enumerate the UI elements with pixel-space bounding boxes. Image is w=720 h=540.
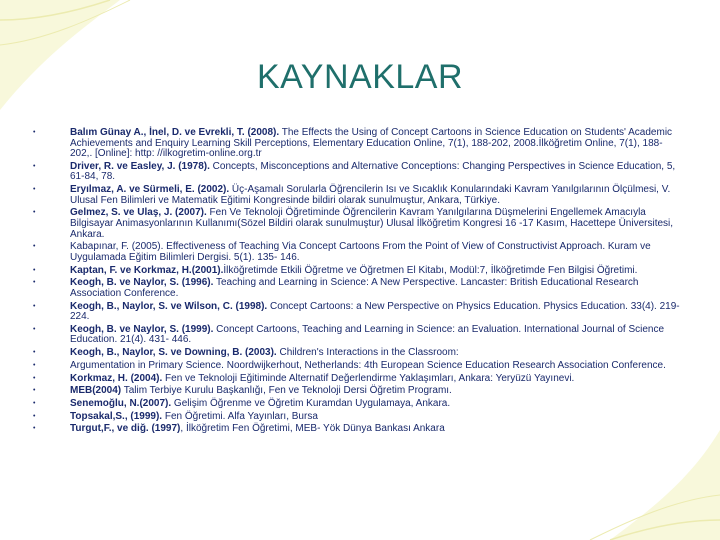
reference-item [30,208,680,240]
reference-author: MEB(2004) [70,385,122,397]
reference-text: Kabapınar, F. (2005). Effectiveness of Teaching Via Concept Cartoons From the Point of View of Constructivist Approach. Kuram ve Uygulamada Eğitim Bilimleri Dergisi. 5(1). 135- 146. [70,241,651,263]
reference-author: Topsakal,S., (1999). [70,410,163,422]
reference-item [30,348,680,359]
reference-author: Kaptan, F. ve Korkmaz, H.(2001). [70,264,224,276]
reference-text: The Effects the Using of Concept Cartoons in Science Education on Students' Academic Achievements and Enquiry Learning Skill Perceptions, Elementary Education Online, 7(1), 188-202, 2008.İlköğretim Online, 7(1), 188-202,. [Online]: http: //ilkogretim-online.org.tr [70,127,673,160]
reference-text: Concept Cartoons: a New Perspective on Physics Education. Physics Education. 33(4). 219- 224. [70,300,680,323]
reference-item [30,128,680,160]
bullet-icon: • [33,162,36,170]
reference-item [30,266,680,277]
reference-item [30,278,680,299]
reference-item [30,185,680,206]
reference-item [30,242,680,263]
bullet-icon: • [33,129,36,136]
reference-text: Fen ve Teknoloji Eğitiminde Alternatif Değerlendirme Yaklaşımları, Ankara: Yeryüzü Yayınevi. [162,372,575,384]
reference-author: Keogh, B., Naylor, S. ve Downing, B. (2003). [70,347,277,359]
bullet-icon: • [33,374,36,382]
reference-author: Eryılmaz, A. ve Sürmeli, E. (2002). [70,184,230,196]
bullet-icon: • [33,361,36,369]
reference-author: Gelmez, S. ve Ulaş, J. (2007). [70,207,207,219]
bullet-icon: • [33,349,36,357]
bullet-icon: • [33,399,36,407]
reference-item [30,162,680,183]
bullet-icon: • [33,266,36,274]
bullet-icon: • [33,243,36,251]
reference-text: Concepts, Misconceptions and Alternative Conceptions: Changing Perspectives in Science Education, 5, 61-84, 78. [70,160,676,183]
page-title: KAYNAKLAR [256,58,464,96]
bullet-icon: • [33,387,36,395]
reference-item [30,424,680,435]
reference-item [30,325,680,346]
reference-item [30,412,680,423]
bullet-icon: • [33,325,36,333]
reference-author: Turgut,F., ve diğ. (1997) [70,423,181,435]
reference-text: İlköğretimde Etkili Öğretme ve Öğretmen El Kitabı, Modül:7, İlköğretimde Fen Bilgisi Öğretimi. [223,264,638,276]
reference-text: Concept Cartoons, Teaching and Learning in Science: an Evaluation. International Journal of Science Education. 21(4). 431- 446. [70,323,665,346]
bullet-icon: • [33,279,36,287]
reference-text: Teaching and Learning in Science: A New Perspective. Lancaster: British Educational Research Association Conference. [70,277,639,299]
reference-item [30,374,680,385]
bullet-icon: • [33,209,36,217]
reference-author: Keogh, B. ve Naylor, S. (1999). [70,323,214,335]
bullet-icon: • [33,425,36,433]
reference-item [30,386,680,397]
corner-decoration-bottom-right [610,430,720,540]
reference-author: Senemoğlu, N.(2007). [70,397,172,409]
reference-author: Driver, R. ve Easley, J. (1978). [70,160,210,172]
reference-text: Üç-Aşamalı Sorularla Öğrencilerin Isı ve Sıcaklık Konularındaki Kavram Yanılgılarının Ölçülmesi, V. Ulusal Fen Bilimleri ve Matematik Eğitimi Kongresinde bildiri olarak sunulmuştur, Ankara, Türkiye. [70,184,671,206]
reference-text: Fen Ve Teknoloji Öğretiminde Öğrencilerin Kavram Yanılgılarına Düşmelerini Engellemek Amacıyla Bilgisayar Animasyonlarının Kullanımı(Sözel Bildiri olarak sunulmuştur) Ulusal İlköğretim Kongresi 16 -17 Kasım, Hacettepe Üniversitesi, Ankara. [70,207,674,240]
bullet-icon: • [33,186,36,194]
reference-author: Korkmaz, H. (2004). [70,372,163,384]
bullet-icon: • [33,302,36,310]
reference-list [30,128,680,437]
reference-text: Children's Interactions in the Classroom: [276,347,459,359]
reference-text: Gelişim Öğrenme ve Öğretim Kuramdan Uygulamaya, Ankara. [171,397,451,409]
reference-author: Keogh, B. ve Naylor, S. (1996). [70,277,214,289]
reference-text: Argumentation in Primary Science. Noordwijkerhout, Netherlands: 4th European Science Education Research Association Conference. [70,359,666,371]
reference-item [30,361,680,372]
reference-text: , İlköğretim Fen Öğretimi, MEB- Yök Dünya Bankası Ankara [180,423,445,435]
bullet-icon: • [33,412,36,420]
reference-text: Talim Terbiye Kurulu Başkanlığı, Fen ve Teknoloji Dersi Öğretim Programı. [121,385,452,397]
reference-author: Keogh, B., Naylor, S. ve Wilson, C. (1998). [70,300,268,312]
reference-text: Fen Öğretimi. Alfa Yayınları, Bursa [162,410,318,422]
reference-author: Balım Günay A., İnel, D. ve Evrekli, T. (2008). [70,127,280,138]
reference-item [30,302,680,323]
reference-item [30,399,680,410]
